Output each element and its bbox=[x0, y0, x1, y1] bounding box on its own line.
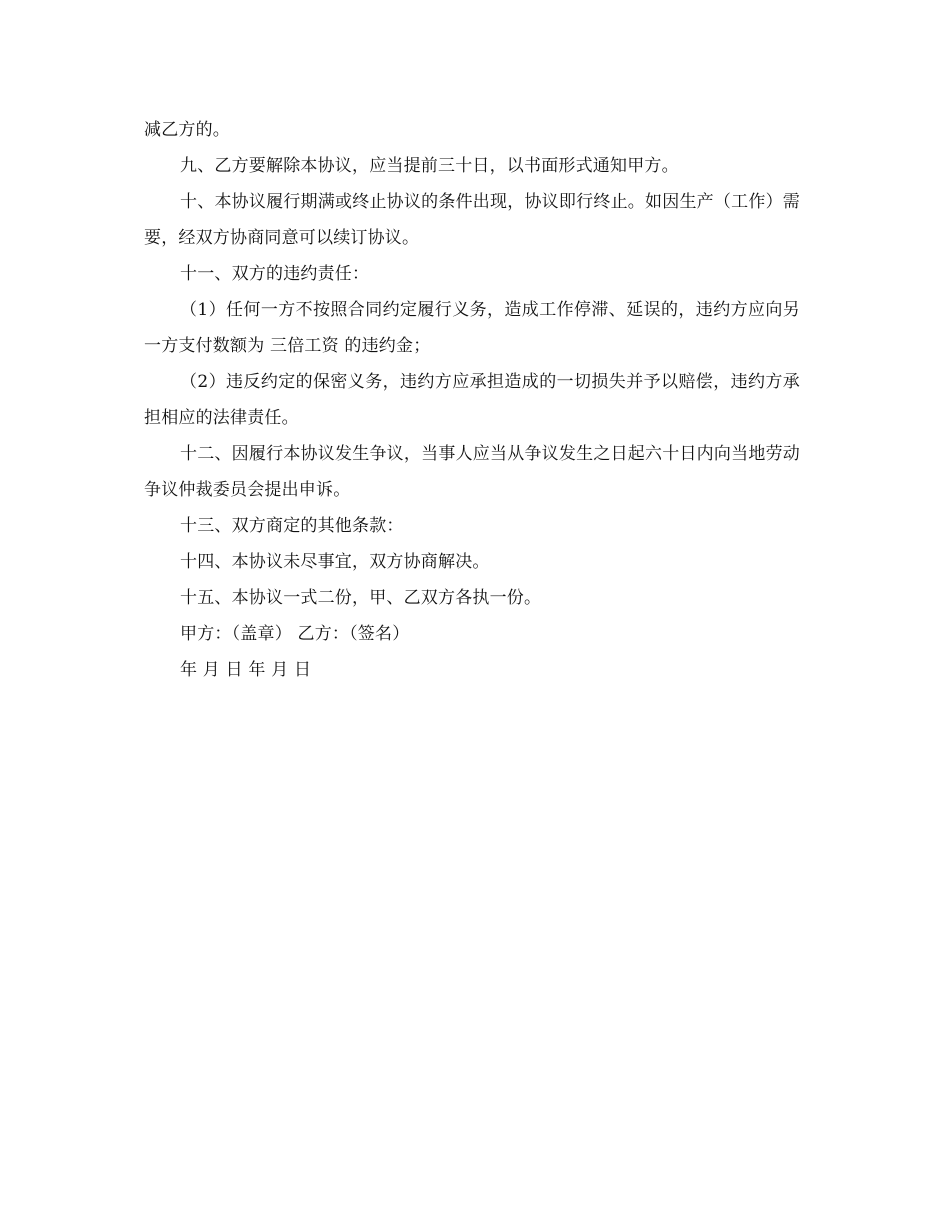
date-line: 年 月 日 年 月 日 bbox=[180, 660, 312, 680]
clause-11-item-2: （2）违反约定的保密义务，违约方应承担造成的一切损失并予以赔偿，违约方承担相应的法律责任。 bbox=[144, 372, 800, 428]
paragraph-continuation: 减乙方的。 bbox=[144, 120, 230, 140]
document-body bbox=[144, 112, 800, 688]
signature-line: 甲方：（盖章） 乙方：（签名） bbox=[180, 624, 410, 644]
clause-9: 九、乙方要解除本协议，应当提前三十日，以书面形式通知甲方。 bbox=[180, 156, 679, 176]
clause-13: 十三、双方商定的其他条款： bbox=[180, 516, 404, 536]
clause-10: 十、本协议履行期满或终止协议的条件出现，协议即行终止。如因生产（工作）需要，经双方协商同意可以续订协议。 bbox=[144, 192, 800, 248]
clause-11-item-1: （1）任何一方不按照合同约定履行义务，造成工作停滞、延误的，违约方应向另一方支付数额为 三倍工资 的违约金； bbox=[144, 300, 800, 356]
clause-15: 十五、本协议一式二份，甲、乙双方各执一份。 bbox=[180, 588, 542, 608]
clause-11-heading: 十一、双方的违约责任： bbox=[180, 264, 370, 284]
clause-14: 十四、本协议未尽事宜，双方协商解决。 bbox=[180, 552, 490, 572]
clause-12: 十二、因履行本协议发生争议，当事人应当从争议发生之日起六十日内向当地劳动争议仲裁委员会提出申诉。 bbox=[144, 444, 800, 500]
